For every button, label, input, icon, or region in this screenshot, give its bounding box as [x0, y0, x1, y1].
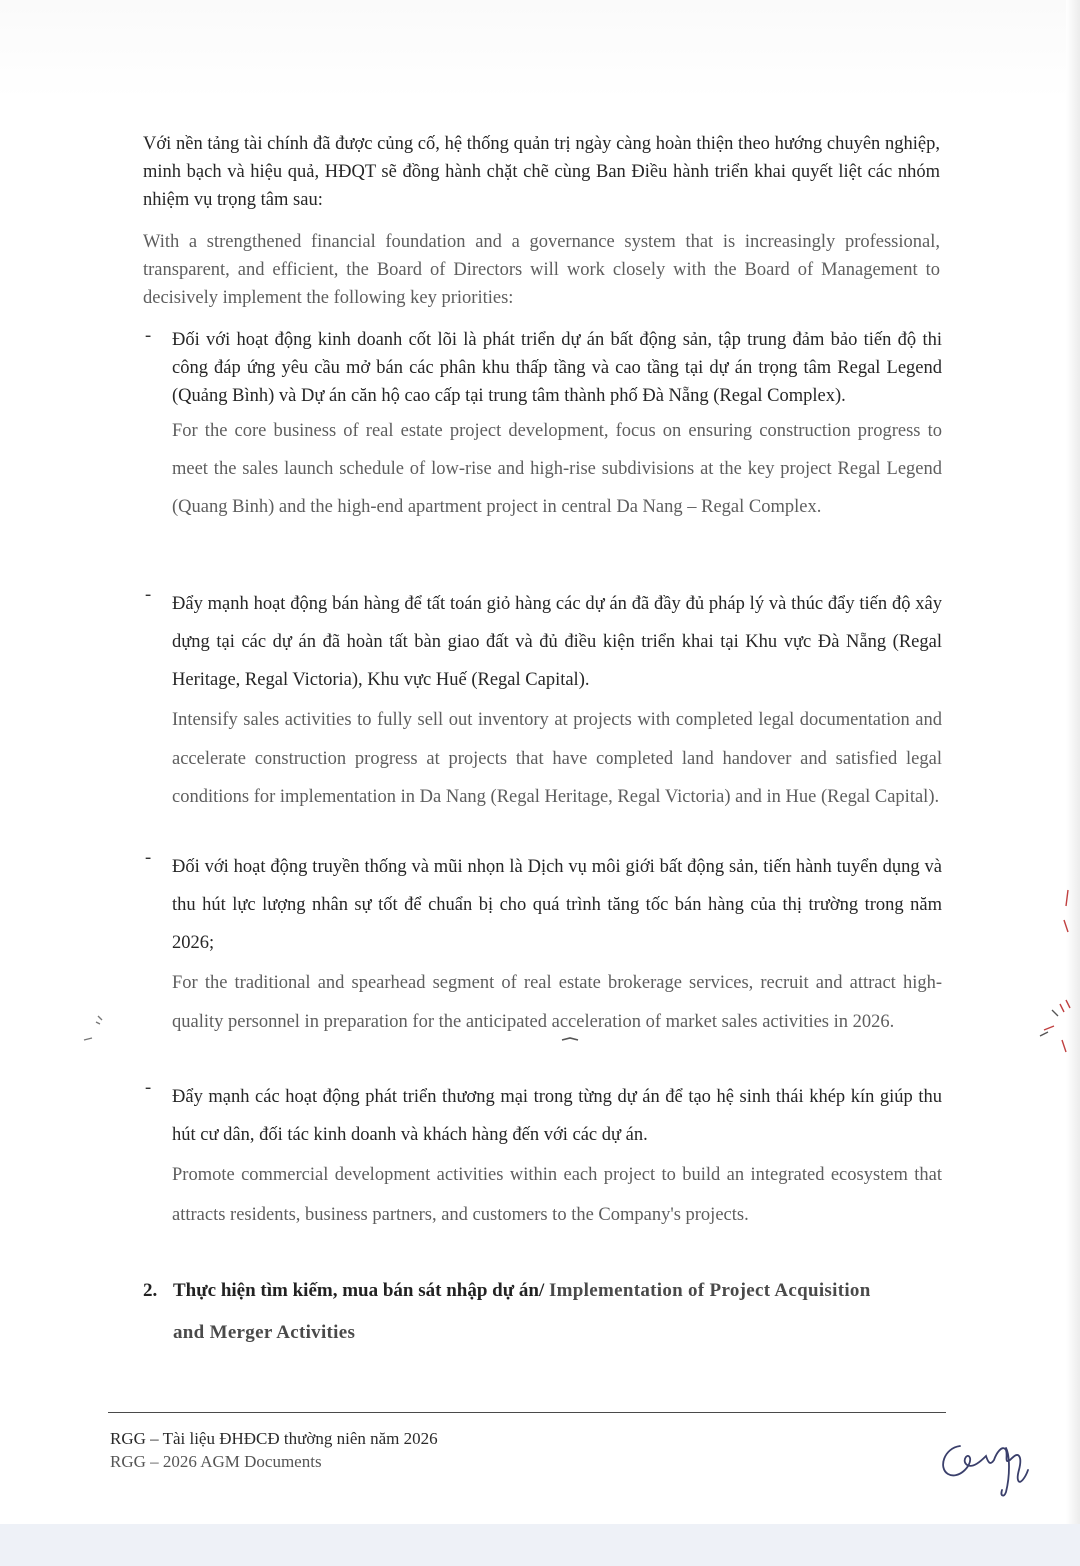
footer-divider: [108, 1412, 946, 1413]
priority-text-english: Promote commercial development activities within each project to build an integrated ecosystem that attracts residents, business partners, and customers to the Company's projects.: [172, 1165, 942, 1225]
intro-paragraph-vietnamese: Với nền tảng tài chính đã được củng cố, hệ thống quản trị ngày càng hoàn thiện theo hướng chuyên nghiệp, minh bạch và hiệu quả, HĐQT sẽ đồng hành chặt chẽ cùng Ban Điều hành triển khai quyết liệt các nhóm nhiệm vụ trọng tâm sau:: [143, 134, 940, 210]
scan-top-shading: [0, 0, 1080, 100]
bullet-dash: -: [145, 848, 152, 868]
scan-right-edge: [1066, 0, 1080, 1524]
priority-text-vietnamese: Đẩy mạnh các hoạt động phát triển thương mại trong từng dự án để tạo hệ sinh thái khép kín giúp thu hút cư dân, đối tác kinh doanh và khách hàng đến với các dự án.: [172, 1087, 942, 1145]
footer-text-vietnamese: RGG – Tài liệu ĐHĐCĐ thường niên năm 2026: [110, 1429, 438, 1448]
section-number: 2.: [143, 1280, 158, 1301]
scan-bottom-band: [0, 1524, 1080, 1566]
priority-item: [145, 585, 942, 817]
section-title-english-line2: and Merger Activities: [173, 1322, 356, 1343]
scan-speck-icon: [560, 1032, 584, 1048]
scan-speck-icon: [80, 1010, 110, 1050]
priority-text-english: For the traditional and spearhead segment of real estate brokerage services, recruit and attract high-quality personnel in preparation for the anticipated acceleration of market sales activities in 2026.: [172, 973, 942, 1032]
section-title-english-line1: Implementation of Project Acquisition: [548, 1280, 871, 1301]
priority-text-vietnamese: Đối với hoạt động kinh doanh cốt lõi là phát triển dự án bất động sản, tập trung đảm bảo tiến độ thi công đáp ứng yêu cầu mở bán các phân khu thấp tầng và cao tầng tại dự án trọng tâm Regal Legend (Quảng Bình) và Dự án căn hộ cao cấp tại trung tâm thành phố Đà Nẵng (Regal Complex).: [172, 330, 942, 406]
priority-text-vietnamese: Đẩy mạnh hoạt động bán hàng để tất toán giỏ hàng các dự án đã đầy đủ pháp lý và thúc đẩy tiến độ xây dựng tại các dự án đã hoàn tất bàn giao đất và đủ điều kiện triển khai tại Khu vực Đà Nẵng (Regal Heritage, Regal Victoria), Khu vực Huế (Regal Capital).: [172, 594, 942, 690]
section-title-vietnamese: Thực hiện tìm kiếm, mua bán sát nhập dự án/: [173, 1280, 545, 1301]
priority-item: [145, 1078, 942, 1235]
priority-text-english: Intensify sales activities to fully sell out inventory at projects with completed legal documentation and accelerate construction progress at projects that have completed land handover and satisfied legal conditions for implementation in Da Nang (Regal Heritage, Regal Victoria) and in Hue (Regal Capital).: [172, 710, 942, 807]
priority-text-english: For the core business of real estate project development, focus on ensuring construction progress to meet the sales launch schedule of low-rise and high-rise subdivisions at the key project Regal Legend (Quang Binh) and the high-end apartment project in central Da Nang – Regal Complex.: [172, 421, 942, 517]
scan-margin-marks-icon: [1034, 880, 1074, 1060]
bullet-dash: -: [145, 585, 152, 605]
bullet-dash: -: [145, 1078, 152, 1098]
priority-item: [145, 326, 942, 526]
priority-item: [145, 848, 942, 1042]
footer-text-english: RGG – 2026 AGM Documents: [110, 1452, 322, 1471]
bullet-dash: -: [145, 326, 152, 346]
signature-icon: [932, 1416, 1042, 1506]
priority-text-vietnamese: Đối với hoạt động truyền thống và mũi nhọn là Dịch vụ môi giới bất động sản, tiến hành tuyển dụng và thu hút lực lượng nhân sự tốt để chuẩn bị cho quá trình tăng tốc bán hàng của thị trường trong năm 2026;: [172, 857, 942, 953]
section-heading: [143, 1270, 945, 1354]
intro-paragraph-english: With a strengthened financial foundation and a governance system that is increasingly professional, transparent, and efficient, the Board of Directors will work closely with the Board of Management to decisively implement the following key priorities:: [143, 232, 940, 308]
